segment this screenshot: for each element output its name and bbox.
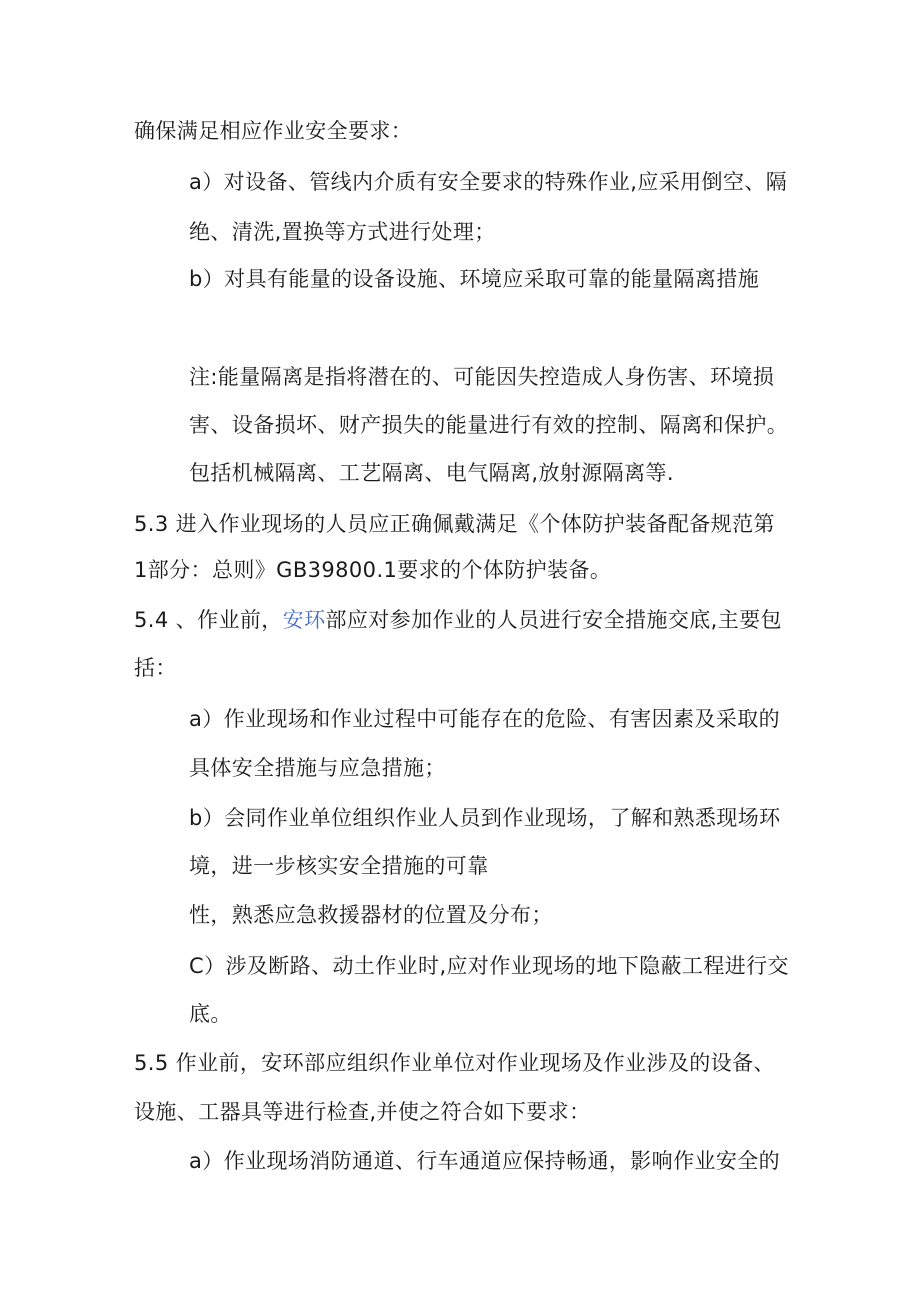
text-line: 绝、清洗,置换等方式进行处理； xyxy=(189,220,496,244)
highlighted-department: 安环 xyxy=(282,608,326,632)
clause-5-3: 5.3 进入作业现场的人员应正确佩戴满足《个体防护装备配备规范第 xyxy=(134,512,775,536)
text-line: b）会同作业单位组织作业人员到作业现场，了解和熟悉现场环 xyxy=(189,806,781,830)
clause-5-4-rest: 部应对参加作业的人员进行安全措施交底,主要包 xyxy=(325,608,782,632)
text-line: C）涉及断路、动土作业时,应对作业现场的地下隐蔽工程进行交 xyxy=(189,954,789,978)
text-line: 确保满足相应作业安全要求： xyxy=(134,119,413,143)
text-line: a）作业现场消防通道、行车通道应保持畅通，影响作业安全的 xyxy=(189,1149,781,1173)
note-line: 注:能量隔离是指将潜在的、可能因失控造成人身伤害、环境损 xyxy=(189,365,775,389)
text-line: a）对设备、管线内介质有安全要求的特殊作业,应采用倒空、隔 xyxy=(189,170,788,194)
clause-5-5: 5.5 作业前，安环部应组织作业单位对作业现场及作业涉及的设备、 xyxy=(134,1051,775,1075)
text-line: 境，进一步核实安全措施的可靠 xyxy=(189,854,489,878)
text-line: b）对具有能量的设备设施、环境应采取可靠的能量隔离措施 xyxy=(189,267,760,291)
text-line: 括： xyxy=(134,656,177,680)
text-line: a）作业现场和作业过程中可能存在的危险、有害因素及采取的 xyxy=(189,707,781,731)
clause-5-4 xyxy=(134,610,782,631)
text-line: 底。 xyxy=(189,1002,232,1026)
text-line: 性，熟悉应急救援器材的位置及分布； xyxy=(189,903,553,927)
clause-5-4-prefix: 5.4 、作业前， xyxy=(134,608,283,632)
note-line: 害、设备损坏、财产损失的能量进行有效的控制、隔离和保护。 xyxy=(189,413,789,437)
text-line: 1部分：总则》GB39800.1要求的个体防护装备。 xyxy=(134,558,612,582)
text-line: 设施、工器具等进行检查,并使之符合如下要求： xyxy=(134,1100,591,1124)
note-line: 包括机械隔离、工艺隔离、电气隔离,放射源隔离等. xyxy=(189,461,674,485)
text-line: 具体安全措施与应急措施； xyxy=(189,756,446,780)
